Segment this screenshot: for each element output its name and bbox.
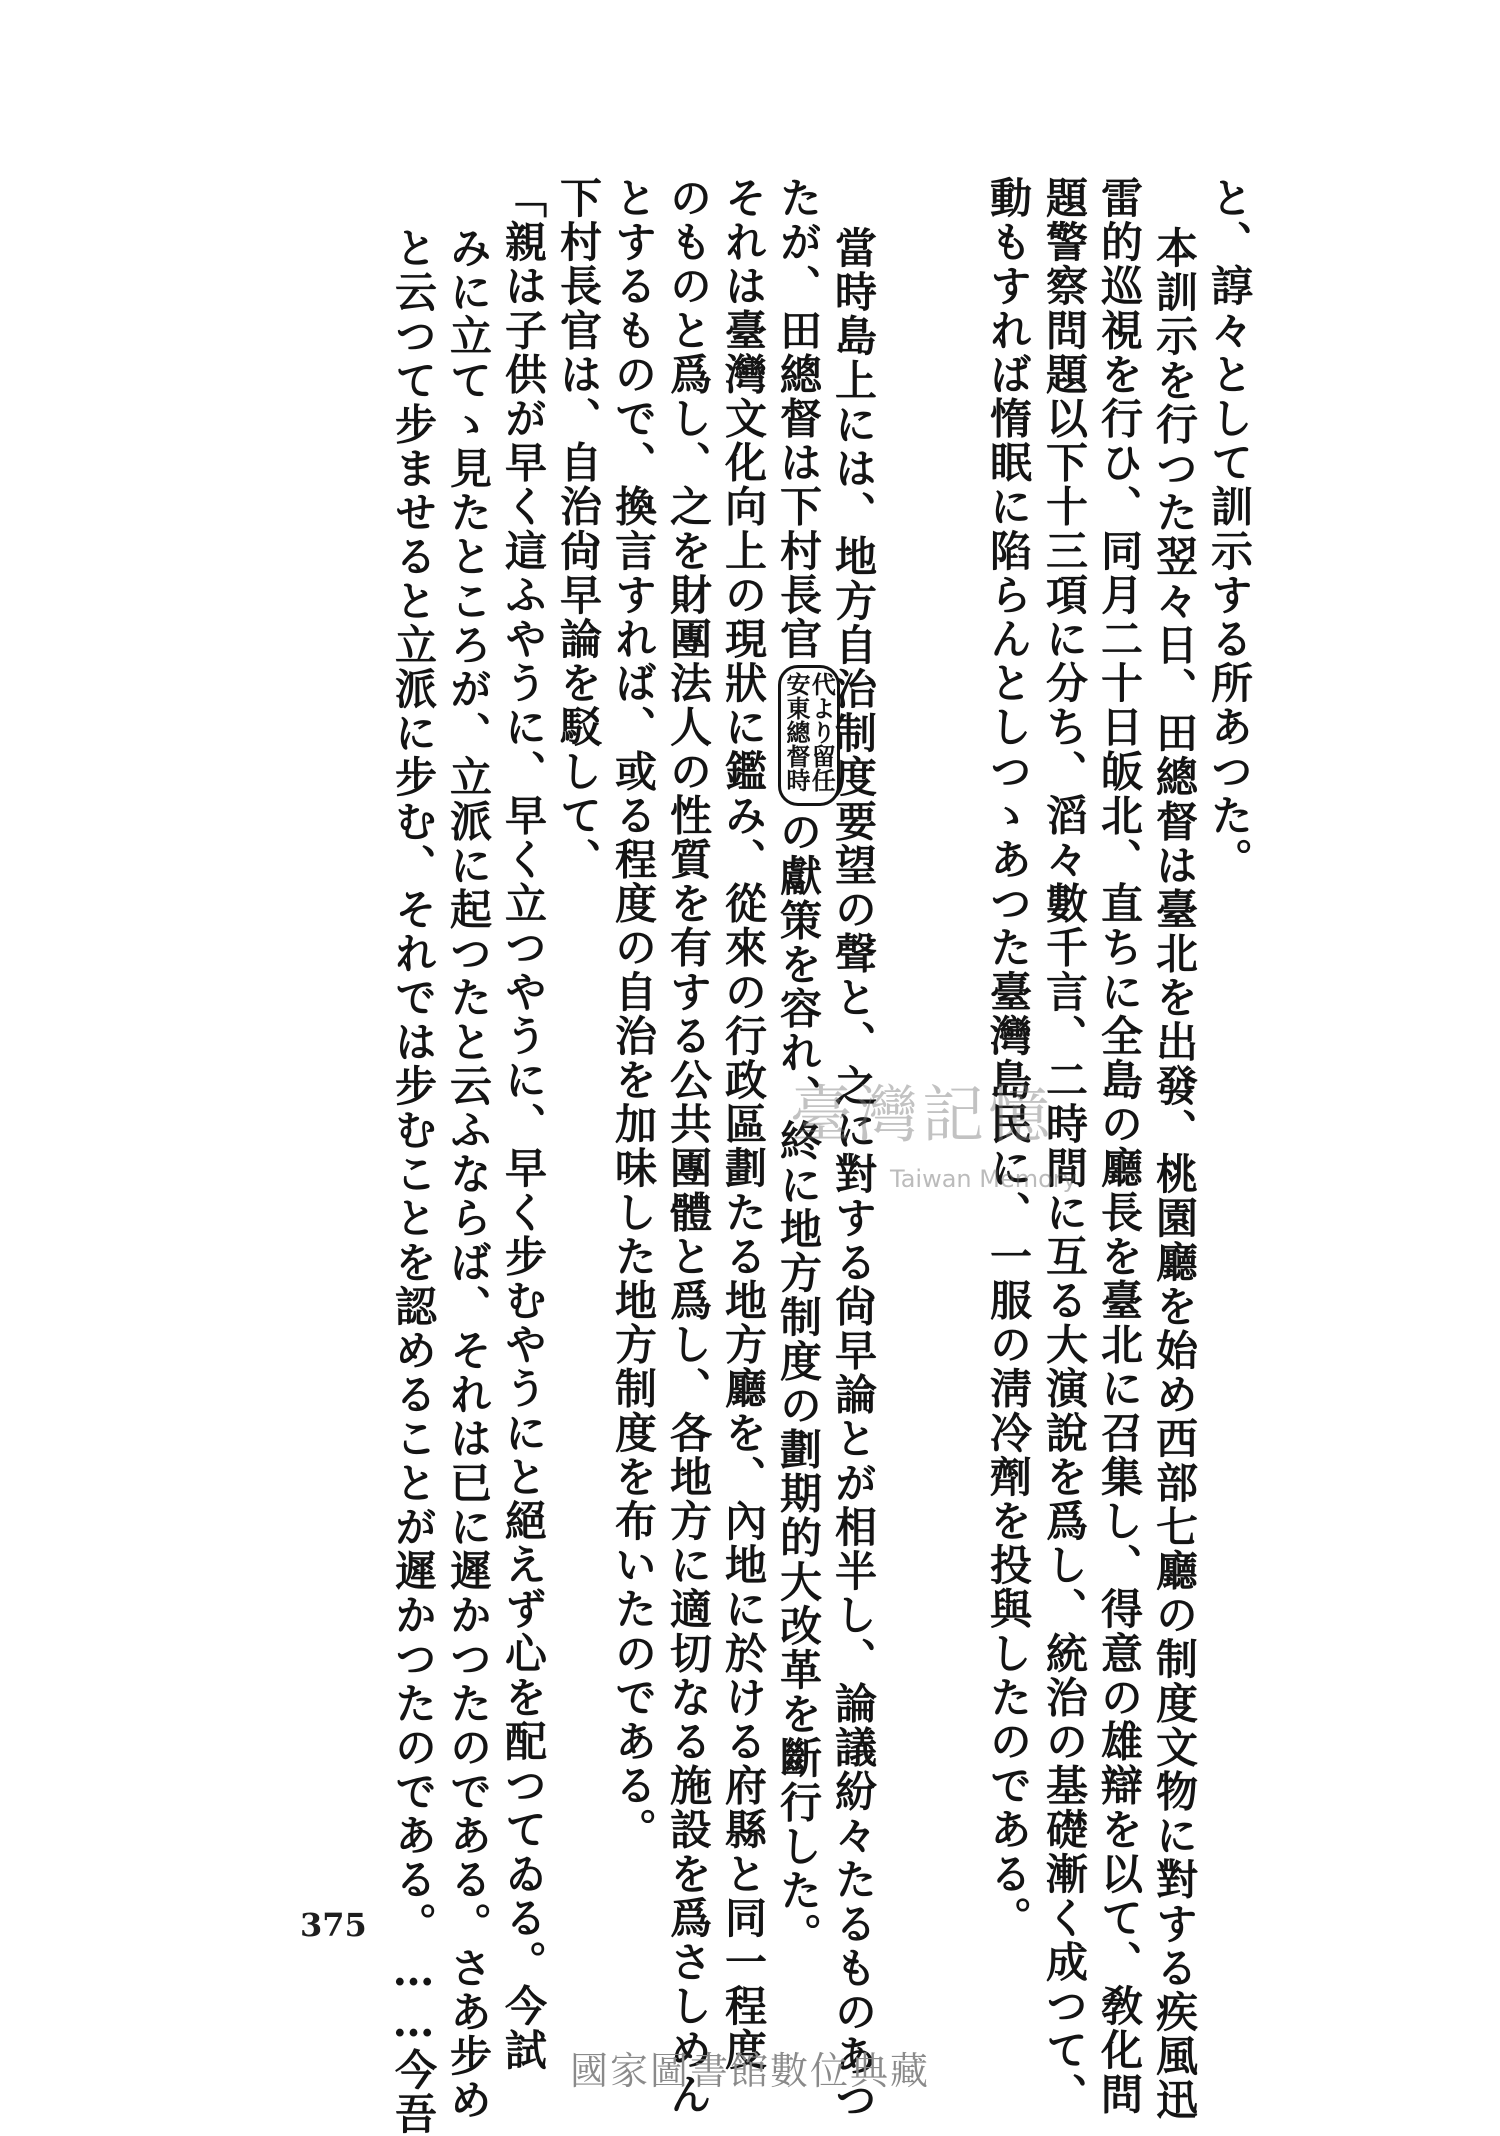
column-text: と、諄々として訓示する所あつた。: [1205, 176, 1254, 882]
column-text: 當時島上には、地方自治制度要望の聲と、之に對する尙早論とが相半し、論議紛々たるものあつ: [829, 226, 878, 2123]
page-number: 375: [300, 1906, 367, 1944]
footer-caption: 國家圖書館數位典藏: [569, 2049, 930, 2093]
column-text: と云つて步ませると立派に步む、それでは步むことを認めることが遲かつたのである。……今吾: [389, 226, 438, 2136]
column-text: 下村長官は、自治尙早論を駁して、: [554, 176, 603, 882]
column-text: とするもので、換言すれば、或る程度の自治を加味した地方制度を布いたのである。: [609, 176, 658, 1852]
column-text: みに立てゝ見たところが、立派に起つたと云ふならば、それは已に遲かつたのである。さあ步め: [444, 226, 493, 2123]
column-text-before-note: たが、田總督は下村長官: [774, 176, 823, 662]
text-column-2: [1150, 226, 1199, 2123]
column-text-after-note: の獻策を容れ、終に地方制度の劃期的大改革を斷行した。: [774, 810, 823, 1957]
note-line-right: 安東總督時: [782, 672, 811, 793]
column-text: 本訓示を行つた翌々日、田總督は臺北を出發、桃園廳を始め西部七廳の制度文物に對する疾風迅: [1150, 226, 1199, 2123]
text-column-9: [664, 176, 713, 2117]
text-column-10: [609, 176, 658, 1852]
text-column-12: [499, 176, 548, 2073]
text-column-5: [984, 176, 1033, 1940]
interlinear-note: [778, 665, 840, 806]
text-column-14: [389, 226, 438, 2136]
text-column-11: [554, 176, 603, 882]
watermark-subtitle: Taiwan Memory: [890, 1165, 1077, 1193]
text-column-1: [1205, 176, 1254, 882]
column-text: 動もすれば惰眠に陷らんとしつゝあつた臺灣島民に、一服の淸冷劑を投與したのである。: [984, 176, 1033, 1940]
text-column-13: [444, 226, 493, 2123]
note-line-left: 代より留任: [807, 672, 837, 793]
column-text: 題警察問題以下十三項に分ち、滔々數千言、二時間に互る大演說を爲し、統治の基礎漸く成つて、: [1040, 176, 1089, 2117]
column-text: のものと爲し、之を財團法人の性質を有する公共團體と爲し、各地方に適切なる施設を爲さしめん: [664, 176, 713, 2117]
text-column-8: [719, 176, 768, 2073]
watermark-glyphs: 臺灣記憶: [790, 1078, 1055, 1151]
column-text: 「親は子供が早く這ふやうに、早く立つやうに、早く步むやうにと絕えず心を配つてゐる。今試: [499, 176, 548, 2073]
column-text: それは臺灣文化向上の現狀に鑑み、從來の行政區劃たる地方廳を、內地に於ける府縣と同一程度: [719, 176, 768, 2073]
column-text: 雷的巡視を行ひ、同月二十日皈北、直ちに全島の廳長を臺北に召集し、得意の雄辯を以て、敎化問: [1095, 176, 1144, 2117]
text-column-3: [1095, 176, 1144, 2117]
watermark-logo: [790, 1065, 1077, 1195]
